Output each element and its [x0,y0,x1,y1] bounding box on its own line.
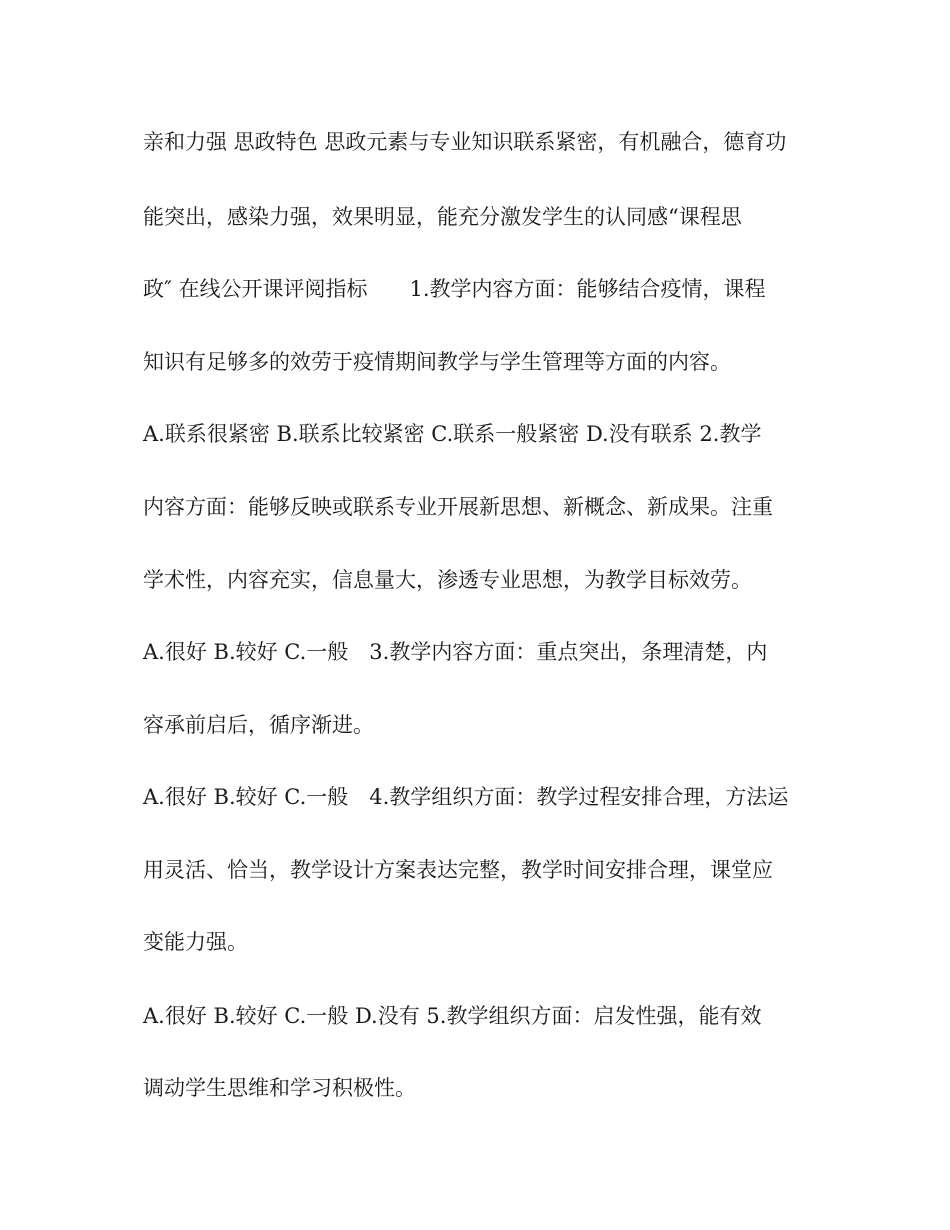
text-line: A.很好 B.较好 C.一般 D.没有 5.教学组织方面：启发性强，能有效 [143,1004,762,1028]
text-line: 亲和力强 思政特色 思政元素与专业知识联系紧密，有机融合，德育功 [143,130,787,154]
text-line: 用灵活、恰当，教学设计方案表达完整，教学时间安排合理，课堂应 [143,858,773,882]
text-line: 学术性，内容充实，信息量大，渗透专业思想，为教学目标效劳。 [143,568,752,592]
text-line: 知识有足够多的效劳于疫情期间教学与学生管理等方面的内容。 [143,350,731,374]
text-line: 能突出，感染力强，效果明显，能充分激发学生的认同感“课程思 [143,205,742,229]
text-line: 政″ 在线公开课评阅指标 1.教学内容方面：能够结合疫情，课程 [143,277,766,301]
text-line: 变能力强。 [143,930,248,954]
text-line: 调动学生思维和学习积极性。 [143,1076,416,1100]
text-line: A.联系很紧密 B.联系比较紧密 C.联系一般紧密 D.没有联系 2.教学 [143,422,762,446]
text-line: 容承前启后，循序渐进。 [143,713,374,737]
text-line: A.很好 B.较好 C.一般 3.教学内容方面：重点突出，条理清楚，内 [143,640,768,664]
text-line: A.很好 B.较好 C.一般 4.教学组织方面：教学过程安排合理，方法运 [143,785,789,809]
text-line: 内容方面：能够反映或联系专业开展新思想、新概念、新成果。注重 [143,495,773,519]
